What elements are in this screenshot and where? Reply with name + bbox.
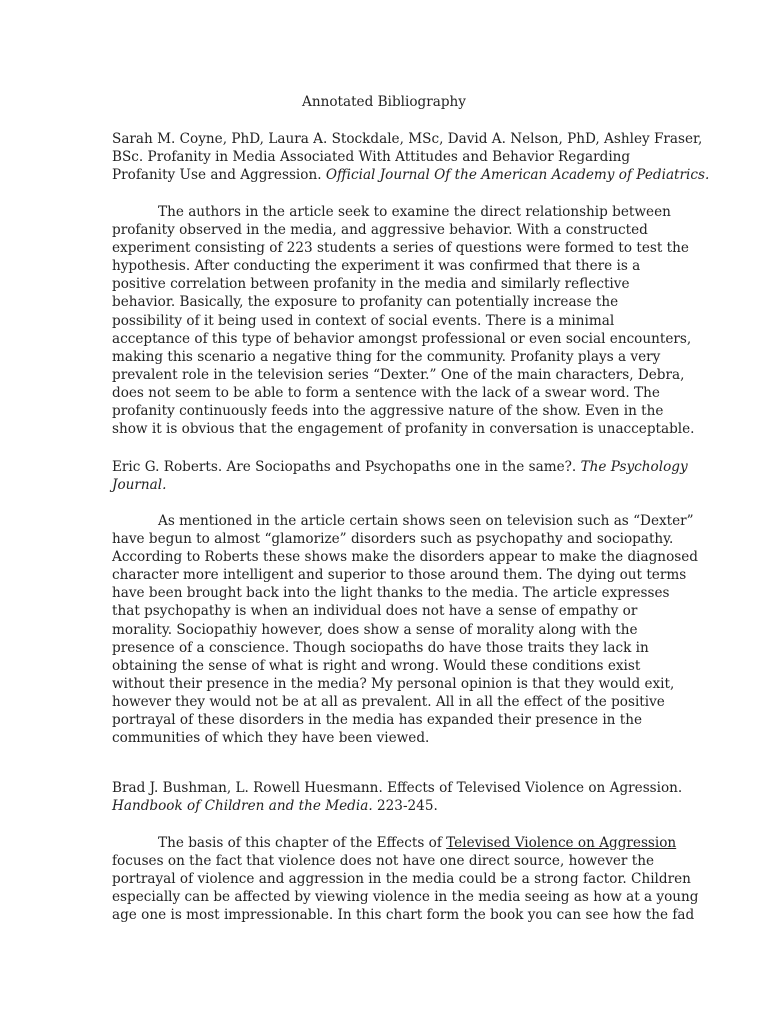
paragraph-line: focuses on the fact that violence does not have one direct source, however the (112, 853, 655, 870)
citation-line: Brad J. Bushman, L. Rowell Huesmann. Effects of Televised Violence on Agression. (112, 780, 683, 796)
paragraph-line: show it is obvious that the engagement of profanity in conversation is unacceptable. (112, 421, 695, 438)
paragraph-line: profanity observed in the media, and aggressive behavior. With a constructed (112, 222, 648, 239)
paragraph-line: acceptance of this type of behavior amongst professional or even social encounters, (112, 330, 692, 347)
paragraph-line: experiment consisting of 223 students a series of questions were formed to test the (112, 240, 689, 257)
paragraph-line: however they would not be at all as prevalent. All in all the effect of the positive (112, 693, 665, 710)
journal-title: The Psychology (580, 459, 688, 475)
paragraph-line: does not seem to be able to form a sentence with the lack of a swear word. The (112, 384, 660, 401)
citation-1 (112, 130, 710, 184)
paragraph-line: that psychopathy is when an individual does not have a sense of empathy or (112, 603, 638, 620)
annotation-1 (112, 203, 695, 438)
paragraph-line: morality. Sociopathiy however, does show a sense of morality along with the (112, 621, 638, 638)
page-title: Annotated Bibliography (302, 94, 466, 110)
citation-line: Sarah M. Coyne, PhD, Laura A. Stockdale, MSc, David A. Nelson, PhD, Ashley Fraser, (112, 131, 703, 147)
paragraph-line: character more intelligent and superior to those around them. The dying out terms (112, 567, 687, 584)
annotation-3 (112, 834, 699, 924)
paragraph-line: presence of a conscience. Though sociopaths do have those traits they lack in (112, 639, 649, 656)
citation-line: BSc. Profanity in Media Associated With Attitudes and Behavior Regarding (112, 149, 631, 166)
paragraph-line: obtaining the sense of what is right and wrong. Would these conditions exist (112, 657, 641, 674)
paragraph-line: As mentioned in the article certain shows seen on television such as “Dexter” (158, 513, 694, 529)
citation-2 (112, 458, 688, 494)
paragraph-line: portrayal of violence and aggression in the media could be a strong factor. Children (112, 871, 691, 888)
page-range: 223-245. (372, 798, 438, 815)
paragraph-line: hypothesis. After conducting the experiment it was confirmed that there is a (112, 258, 641, 275)
underlined-title: Televised Violence on Aggression (446, 835, 677, 851)
citation-line (112, 797, 658, 815)
paragraph-line: According to Roberts these shows make the disorders appear to make the diagnosed (112, 549, 698, 566)
paragraph-line: possibility of it being used in context of social events. There is a minimal (112, 312, 615, 329)
paragraph-line: without their presence in the media? My personal opinion is that they would exit, (112, 675, 675, 692)
paragraph-line: profanity continuously feeds into the aggressive nature of the show. Even in the (112, 403, 664, 420)
paragraph-line: prevalent role in the television series “Dexter.” One of the main characters, Debra, (112, 366, 685, 383)
citation-line: Profanity Use and Aggression. Official Journal Of the American Academy of Pediatrics. (112, 167, 710, 184)
journal-title: Official Journal Of the American Academy of Pediatrics. (325, 167, 710, 184)
citation-line: Journal. (112, 477, 167, 494)
paragraph-line: especially can be affected by viewing violence in the media seeing as how at a young (112, 889, 699, 906)
paragraph-line: The basis of this chapter of the Effects of Televised Violence on Aggression (158, 835, 677, 851)
paragraph-line: positive correlation between profanity in the media and similarly reflective (112, 276, 630, 293)
citation-line: Eric G. Roberts. Are Sociopaths and Psychopaths one in the same?. The Psychology (112, 459, 688, 475)
paragraph-line: have been brought back into the light thanks to the media. The article expresses (112, 585, 670, 602)
citation-3 (112, 779, 683, 815)
paragraph-line: age one is most impressionable. In this chart form the book you can see how the fad (112, 907, 695, 924)
annotation-2 (112, 512, 698, 747)
book-title: Handbook of Children and the Media. (112, 798, 373, 815)
paragraph-line: have begun to almost “glamorize” disorders such as psychopathy and sociopathy. (112, 531, 674, 548)
paragraph-line: portrayal of these disorders in the media has expanded their presence in the (112, 712, 643, 729)
paragraph-line: behavior. Basically, the exposure to profanity can potentially increase the (112, 294, 619, 311)
paragraph-line: making this scenario a negative thing for the community. Profanity plays a very (112, 348, 661, 365)
paragraph-line: communities of which they have been viewed. (112, 730, 430, 747)
paragraph-line: The authors in the article seek to examine the direct relationship between (158, 204, 671, 220)
